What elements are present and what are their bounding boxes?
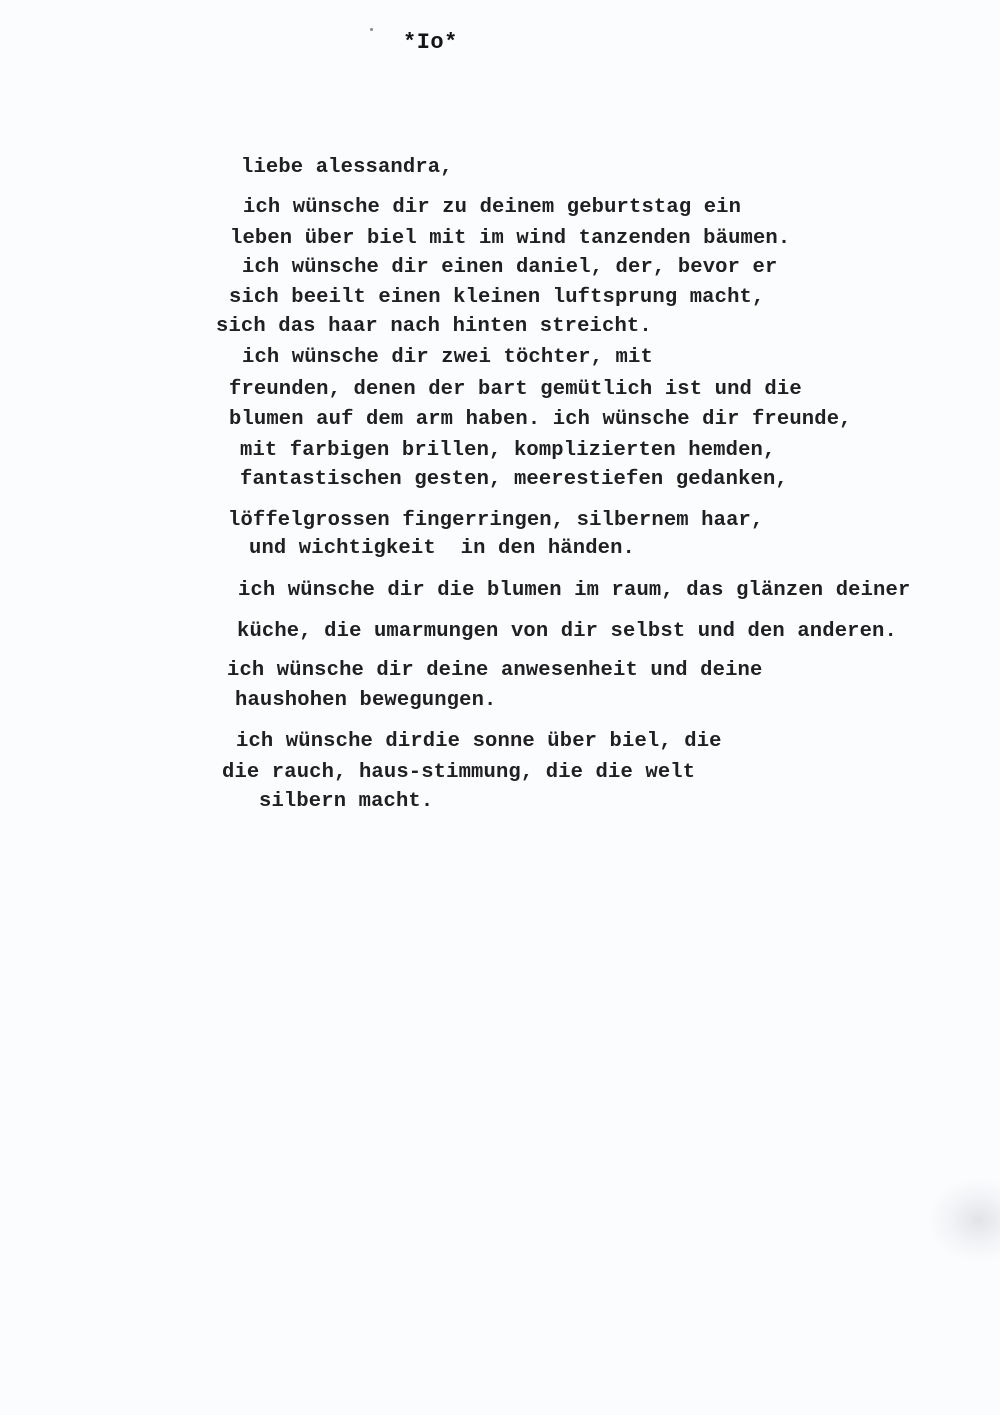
letter-line: die rauch, haus-stimmung, die die welt: [222, 761, 696, 784]
letter-line: löffelgrossen fingerringen, silbernem haar,: [228, 509, 764, 532]
letter-line: sich das haar nach hinten streicht.: [216, 315, 652, 338]
letter-line: sich beeilt einen kleinen luftsprung macht,: [229, 286, 765, 309]
letter-line: ich wünsche dir zu deinem geburtstag ein: [243, 196, 742, 219]
letter-line: küche, die umarmungen von dir selbst und den anderen.: [237, 620, 897, 643]
letter-line: freunden, denen der bart gemütlich ist und die: [229, 378, 802, 401]
letter-line: und wichtigkeit in den händen.: [249, 537, 636, 560]
paper-speck: [370, 28, 373, 31]
letter-line: fantastischen gesten, meerestiefen gedanken,: [240, 468, 788, 491]
letter-line: mit farbigen brillen, komplizierten hemden,: [240, 439, 776, 462]
letter-line: ich wünsche dirdie sonne über biel, die: [236, 730, 722, 753]
letter-line: ich wünsche dir einen daniel, der, bevor er: [242, 256, 778, 279]
letter-line: ich wünsche dir zwei töchter, mit: [242, 346, 653, 369]
page-title: *Io*: [403, 30, 458, 55]
letter-line: ich wünsche dir deine anwesenheit und deine: [227, 659, 763, 682]
letter-line: silbern macht.: [259, 790, 434, 813]
letter-line: ich wünsche dir die blumen im raum, das glänzen deiner: [238, 579, 911, 602]
paper-smudge: [930, 1180, 1000, 1260]
letter-line: haushohen bewegungen.: [235, 689, 497, 712]
letter-line: blumen auf dem arm haben. ich wünsche dir freunde,: [229, 408, 852, 431]
salutation: liebe alessandra,: [241, 156, 453, 179]
letter-line: leben über biel mit im wind tanzenden bäumen.: [230, 227, 791, 250]
